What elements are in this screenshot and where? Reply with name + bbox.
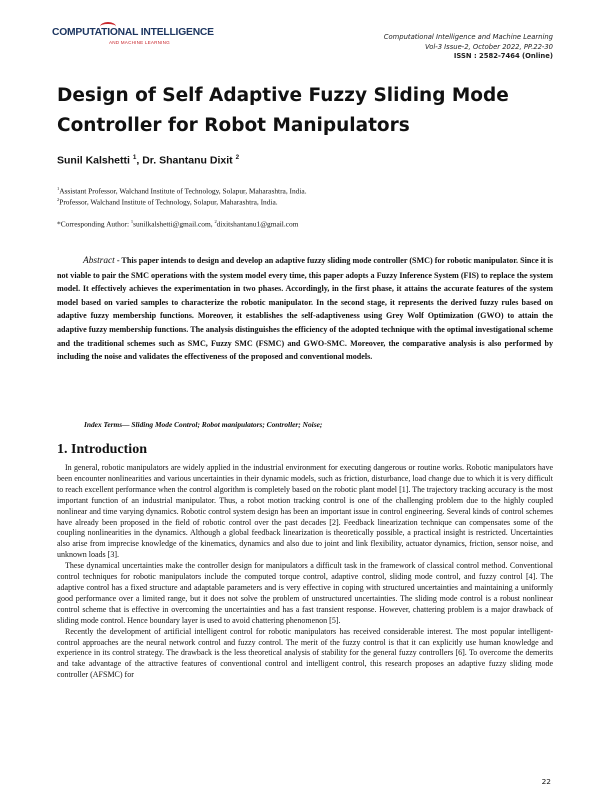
- affiliation-2: [57, 197, 278, 206]
- abstract-text: - This paper intends to design and develop an adaptive fuzzy sliding mode controller (SMC) for robotic manipulator. Since it is not viable to pair the SMC operations with the system model every time, this paper adopts a Fuzzy Inference System (FIS) to replace the system model. It effectively achieves the experimentation in two phases. Accordingly, in the first phase, it attains the accurate features of the system model based on varied samples to characterize the robotic manipulator. In the second stage, it represents the derived fuzzy rules based on adaptive fuzzy membership functions. Moreover, it establishes the self-adaptiveness using Grey Wolf Optimization (GWO) to attain the adaptive fuzzy membership functions. The analysis distinguishes the efficiency of the adopted technique with the optimal investigational scheme and the traditional schemes such as SMC, Fuzzy SMC (FSMC) and GWO-SMC. Moreover, the comparative analysis is also performed by including the noise and validates the effectiveness of the proposed and conventional models.: [57, 256, 553, 362]
- page-number: 22: [541, 777, 551, 786]
- index-terms: Index Terms— Sliding Mode Control; Robot manipulators; Controller; Noise;: [84, 420, 323, 429]
- corresponding-prefix: *Corresponding Author:: [57, 219, 131, 229]
- journal-logo: [52, 27, 214, 47]
- journal-volume: Vol-3 Issue-2, October 2022, PP.22-30: [424, 42, 553, 51]
- journal-name: Computational Intelligence and Machine Learning: [383, 33, 553, 41]
- introduction-body: [57, 463, 553, 681]
- affiliation-1-text: Assistant Professor, Walchand Institute of Technology, Solapur, Maharashtra, India.: [59, 186, 307, 196]
- author-2-sup: 2: [235, 154, 240, 161]
- journal-issn: ISSN : 2582-7464 (Online): [453, 52, 553, 61]
- title-line-2: Controller for Robot Manipulators: [57, 115, 410, 136]
- author-1-sup: 1: [132, 154, 137, 161]
- abstract: [57, 254, 553, 364]
- affiliation-1: [57, 186, 307, 195]
- corresponding-author: [57, 219, 298, 228]
- author-1: Sunil Kalshetti: [57, 154, 130, 167]
- email-1: sunilkalshetti@gmail.com,: [133, 219, 215, 229]
- author-list: [57, 154, 239, 167]
- paragraph-3: Recently the development of artificial intelligent control for robotic manipulators has received considerable interest. The most popular intelligent-control approaches are the neural network control and fuzzy control. The merit of the fuzzy control is that it can explicitly use human knowledge and experience in its control strategy. The drawback is the less theoretical analysis of stability for the general fuzzy controllers [6]. To overcome the demerits and take advantage of the attractive features of conventional control and intelligent control, this research proposes an adaptive fuzzy sliding mode controller (AFSMC) for: [57, 626, 553, 680]
- email-2: dixitshantanu1@gmail.com: [216, 219, 299, 229]
- abstract-label: Abstract: [83, 256, 115, 266]
- paragraph-1: In general, robotic manipulators are widely applied in the industrial environment for executing dangerous or routine works. Robotic manipulators have been encounter nonlinearities and various uncertainties in their dynamic models, such as friction, disturbance, load change due to which it is very difficult to reach excellent performance when the control algorithm is completely based on the robotic plant model [1]. The trajectory tracking accuracy is the most important function of an industrial manipulator. Thus, a robot motion tracking control is one of the challenging problem due to the highly coupled nonlinear and time varying dynamics. Robotic control system design has been an important issue in control engineering. Several kinds of control schemes have already been proposed in the field of robotic control over the past decades [2]. Feedback linearization technique can compensates some of the coupling nonlinearities in the dynamics. Although a global feedback linearization is theoretically possible, a practical insight is restricted. Uncertainties also arise from imprecise knowledge of the kinematics, dynamics and also due to joint and link flexibility, actuator dynamics, friction, sensor noise, and unknown loads [3].: [57, 463, 553, 560]
- email-2-sup: 2: [214, 219, 217, 224]
- author-2: , Dr. Shantanu Dixit: [136, 154, 233, 167]
- paper-title: [57, 81, 557, 141]
- section-heading-introduction: 1. Introduction: [57, 442, 147, 457]
- email-1-sup: 1: [130, 219, 134, 224]
- title-line-1: Design of Self Adaptive Fuzzy Sliding Mode: [57, 85, 509, 106]
- affiliation-1-sup: 1: [57, 186, 60, 191]
- logo-sub-text: AND MACHINE LEARNING: [109, 40, 170, 45]
- paragraph-2: These dynamical uncertainties make the controller design for manipulators a difficult task in the framework of classical control method. Conventional control techniques for robotic manipulators include the computed torque control, adaptive control, sliding mode control, and fuzzy control [4]. The adaptive control has a fixed structure and adaptable parameters and is very effective in coping with structured uncertainties and maintaining a uniformly good performance over a limited range, but it does not solve the problem of unstructured uncertainties. The sliding mode control is a robust nonlinear control scheme that is effective in overcoming the uncertainties and has a fast transient response. However, chattering problem is a major drawback of sliding mode control. Hence boundary layer is used to avoid chattering phenomenon [5].: [57, 561, 553, 625]
- affiliation-2-text: Professor, Walchand Institute of Technology, Solapur, Maharashtra, India.: [59, 197, 278, 207]
- logo-main-text: COMPUTATIONAL INTELLIGENCE: [52, 27, 214, 38]
- journal-info: [384, 33, 553, 62]
- affiliation-2-sup: 2: [57, 197, 60, 202]
